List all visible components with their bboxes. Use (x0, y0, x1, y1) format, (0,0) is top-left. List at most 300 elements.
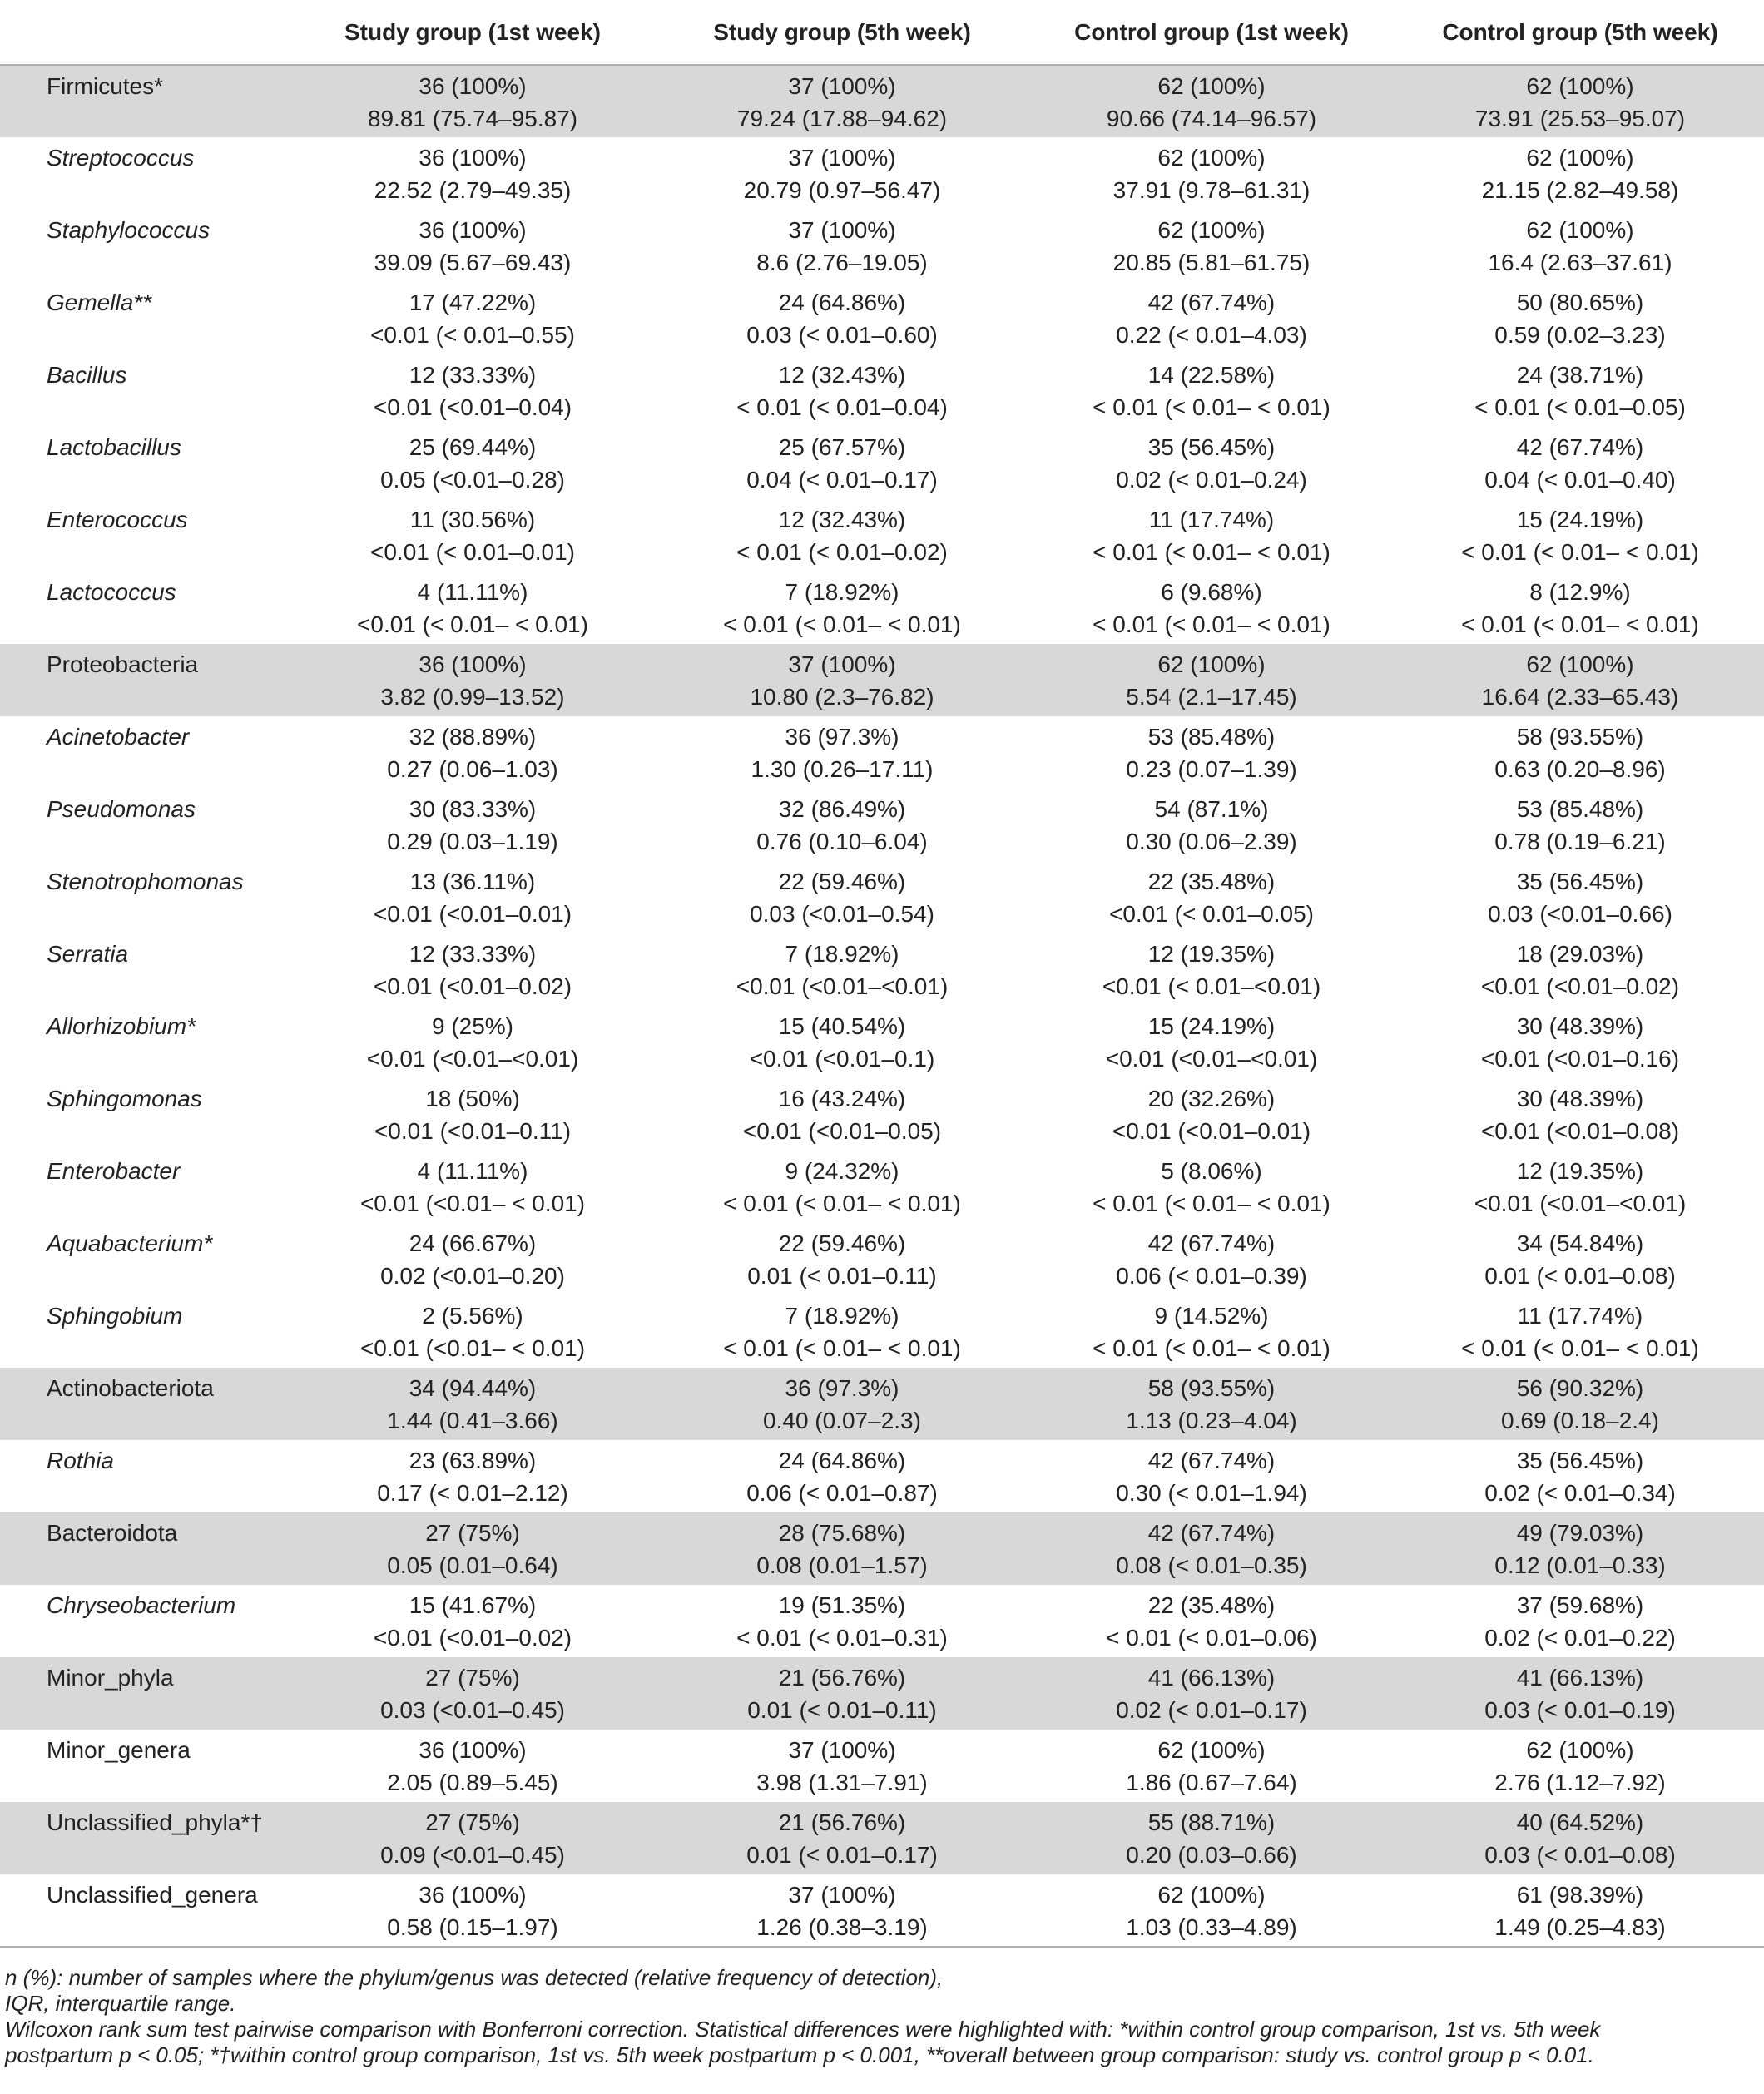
cell-control-5th-week (1396, 1440, 1764, 1512)
detection-frequency: 62 (100%) (1526, 73, 1634, 99)
detection-frequency: 15 (41.67%) (409, 1592, 537, 1618)
detection-frequency: 15 (24.19%) (1147, 1013, 1276, 1039)
detection-frequency: 9 (24.32%) (785, 1158, 899, 1184)
cell-control-5th-week (1396, 282, 1764, 354)
median-iqr: <0.01 (<0.01–<0.01) (736, 973, 949, 999)
cell-control-5th-week (1396, 499, 1764, 572)
cell-control-1st-week (1027, 354, 1396, 427)
detection-frequency: 12 (33.33%) (409, 362, 537, 388)
median-iqr: 0.23 (0.07–1.39) (1126, 756, 1297, 782)
cell-study-1st-week (288, 1295, 657, 1368)
cell-study-5th-week (657, 354, 1027, 427)
cell-study-5th-week (657, 1585, 1027, 1657)
cell-control-1st-week (1027, 789, 1396, 861)
median-iqr: 1.26 (0.38–3.19) (756, 1914, 928, 1940)
cell-study-1st-week (288, 210, 657, 282)
header-control-1st-week: Control group (1st week) (1027, 0, 1396, 65)
median-iqr: 8.6 (2.76–19.05) (756, 250, 928, 275)
median-iqr: < 0.01 (< 0.01– < 0.01) (723, 611, 961, 637)
cell-study-5th-week (657, 1078, 1027, 1151)
cell-control-1st-week (1027, 572, 1396, 644)
median-iqr: <0.01 (< 0.01–0.05) (1109, 901, 1314, 927)
cell-study-5th-week (657, 789, 1027, 861)
detection-frequency: 58 (93.55%) (1147, 1375, 1276, 1401)
detection-frequency: 5 (8.06%) (1161, 1158, 1262, 1184)
median-iqr: 3.82 (0.99–13.52) (380, 684, 565, 710)
median-iqr: 0.08 (0.01–1.57) (756, 1552, 928, 1578)
detection-frequency: 30 (83.33%) (409, 796, 537, 822)
median-iqr: 37.91 (9.78–61.31) (1112, 177, 1311, 203)
detection-frequency: 35 (56.45%) (1516, 1448, 1644, 1473)
median-iqr: 90.66 (74.14–96.57) (1106, 106, 1317, 131)
detection-frequency: 20 (32.26%) (1147, 1086, 1276, 1111)
cell-control-1st-week (1027, 861, 1396, 933)
median-iqr: 0.09 (<0.01–0.45) (380, 1842, 565, 1868)
table-row (0, 499, 1764, 572)
detection-frequency: 36 (97.3%) (785, 724, 899, 750)
median-iqr: < 0.01 (< 0.01– < 0.01) (1093, 394, 1330, 420)
detection-frequency: 21 (56.76%) (778, 1809, 906, 1835)
taxon-name: Lactobacillus (47, 434, 181, 460)
table-row (0, 1295, 1764, 1368)
cell-study-1st-week (288, 789, 657, 861)
median-iqr: 1.30 (0.26–17.11) (751, 756, 934, 782)
median-iqr: 1.86 (0.67–7.64) (1126, 1770, 1297, 1795)
cell-study-1st-week (288, 1368, 657, 1440)
detection-frequency: 34 (94.44%) (409, 1375, 537, 1401)
detection-frequency: 50 (80.65%) (1516, 290, 1644, 315)
median-iqr: 0.01 (< 0.01–0.08) (1484, 1263, 1676, 1289)
median-iqr: 0.78 (0.19–6.21) (1494, 829, 1666, 854)
median-iqr: <0.01 (<0.01–<0.01) (366, 1046, 579, 1072)
detection-frequency: 18 (29.03%) (1516, 941, 1644, 967)
table-row (0, 1585, 1764, 1657)
cell-control-1st-week (1027, 1802, 1396, 1874)
cell-study-1st-week (288, 1151, 657, 1223)
detection-frequency: 36 (100%) (419, 145, 527, 171)
cell-study-1st-week (288, 861, 657, 933)
detection-frequency: 42 (67.74%) (1147, 290, 1276, 315)
taxon-name: Allorhizobium* (47, 1013, 196, 1039)
cell-control-5th-week (1396, 789, 1764, 861)
median-iqr: 73.91 (25.53–95.07) (1474, 106, 1686, 131)
detection-frequency: 27 (75%) (425, 1520, 520, 1546)
cell-control-5th-week (1396, 572, 1764, 644)
median-iqr: 0.17 (< 0.01–2.12) (377, 1480, 568, 1506)
median-iqr: 0.04 (< 0.01–0.17) (746, 467, 938, 493)
median-iqr: <0.01 (<0.01–0.02) (1480, 973, 1680, 999)
median-iqr: 0.76 (0.10–6.04) (756, 829, 928, 854)
detection-frequency: 24 (64.86%) (778, 290, 906, 315)
cell-study-5th-week (657, 933, 1027, 1006)
cell-study-5th-week (657, 1006, 1027, 1078)
cell-study-5th-week (657, 1368, 1027, 1440)
median-iqr: 0.03 (< 0.01–0.60) (746, 322, 938, 348)
median-iqr: 0.03 (<0.01–0.66) (1488, 901, 1672, 927)
detection-frequency: 35 (56.45%) (1147, 434, 1276, 460)
median-iqr: 0.03 (<0.01–0.54) (750, 901, 934, 927)
median-iqr: 0.22 (< 0.01–4.03) (1116, 322, 1307, 348)
detection-frequency: 7 (18.92%) (785, 941, 899, 967)
cell-study-5th-week (657, 427, 1027, 499)
median-iqr: < 0.01 (< 0.01– < 0.01) (1093, 611, 1330, 637)
median-iqr: <0.01 (<0.01–0.05) (742, 1118, 942, 1144)
cell-control-1st-week (1027, 1078, 1396, 1151)
detection-frequency: 61 (98.39%) (1516, 1882, 1644, 1908)
table-footnotes (5, 1965, 1759, 2068)
cell-study-1st-week (288, 1657, 657, 1730)
median-iqr: < 0.01 (< 0.01– < 0.01) (1093, 1335, 1330, 1361)
detection-frequency: 24 (66.67%) (409, 1230, 537, 1256)
taxon-name: Unclassified_phyla*† (47, 1809, 263, 1835)
detection-frequency: 55 (88.71%) (1147, 1809, 1276, 1835)
header-control-5th-week: Control group (5th week) (1396, 0, 1764, 65)
table-row (0, 1440, 1764, 1512)
header-study-5th-week: Study group (5th week) (657, 0, 1027, 65)
detection-frequency: 62 (100%) (1157, 1737, 1266, 1763)
cell-control-5th-week (1396, 1874, 1764, 1947)
header-study-1st-week: Study group (1st week) (288, 0, 657, 65)
footnote-stats-2: postpartum p < 0.05; *†within control group comparison, 1st vs. 5th week postpartum p < 0.001, **overall between group comparison: study vs. control group p < 0.01. (5, 2042, 1594, 2067)
detection-frequency: 56 (90.32%) (1516, 1375, 1644, 1401)
cell-study-5th-week (657, 282, 1027, 354)
cell-study-5th-week (657, 1223, 1027, 1295)
median-iqr: 0.05 (0.01–0.64) (387, 1552, 558, 1578)
table-row (0, 1874, 1764, 1947)
detection-frequency: 32 (86.49%) (778, 796, 906, 822)
median-iqr: 79.24 (17.88–94.62) (736, 106, 948, 131)
detection-frequency: 53 (85.48%) (1516, 796, 1644, 822)
median-iqr: < 0.01 (< 0.01–0.04) (736, 394, 948, 420)
median-iqr: < 0.01 (< 0.01– < 0.01) (723, 1191, 961, 1216)
median-iqr: <0.01 (<0.01–0.1) (749, 1046, 935, 1072)
cell-control-5th-week (1396, 1585, 1764, 1657)
median-iqr: <0.01 (< 0.01–0.55) (370, 322, 575, 348)
table-row (0, 789, 1764, 861)
detection-frequency: 37 (59.68%) (1516, 1592, 1644, 1618)
cell-control-1st-week (1027, 282, 1396, 354)
cell-study-5th-week (657, 644, 1027, 716)
median-iqr: <0.01 (<0.01– < 0.01) (359, 1191, 586, 1216)
detection-frequency: 28 (75.68%) (778, 1520, 906, 1546)
table-row (0, 1078, 1764, 1151)
median-iqr: 0.05 (<0.01–0.28) (380, 467, 565, 493)
detection-frequency: 11 (17.74%) (1148, 507, 1275, 532)
taxon-name: Lactococcus (47, 579, 176, 605)
taxon-name: Enterobacter (47, 1158, 181, 1184)
detection-frequency: 18 (50%) (425, 1086, 520, 1111)
cell-control-5th-week (1396, 716, 1764, 789)
cell-control-5th-week (1396, 65, 1764, 137)
cell-study-5th-week (657, 1295, 1027, 1368)
detection-frequency: 2 (5.56%) (422, 1303, 523, 1329)
taxon-name: Rothia (47, 1448, 114, 1473)
taxon-name: Minor_phyla (47, 1665, 174, 1691)
detection-frequency: 37 (100%) (788, 217, 896, 243)
cell-study-1st-week (288, 716, 657, 789)
cell-study-1st-week (288, 1802, 657, 1874)
median-iqr: 0.59 (0.02–3.23) (1494, 322, 1666, 348)
median-iqr: < 0.01 (< 0.01– < 0.01) (1093, 1191, 1330, 1216)
table-row (0, 1223, 1764, 1295)
median-iqr: <0.01 (< 0.01–0.01) (370, 539, 575, 565)
cell-control-5th-week (1396, 1730, 1764, 1802)
cell-control-5th-week (1396, 933, 1764, 1006)
cell-study-1st-week (288, 1512, 657, 1585)
median-iqr: 0.03 (<0.01–0.45) (380, 1697, 565, 1723)
median-iqr: 1.03 (0.33–4.89) (1126, 1914, 1297, 1940)
detection-frequency: 58 (93.55%) (1516, 724, 1644, 750)
taxon-name: Pseudomonas (47, 796, 196, 822)
detection-frequency: 25 (69.44%) (409, 434, 537, 460)
detection-frequency: 9 (14.52%) (1154, 1303, 1269, 1329)
detection-frequency: 36 (100%) (419, 1737, 527, 1763)
median-iqr: <0.01 (<0.01–<0.01) (1105, 1046, 1318, 1072)
median-iqr: 0.40 (0.07–2.3) (763, 1408, 921, 1433)
table-row (0, 933, 1764, 1006)
detection-frequency: 42 (67.74%) (1147, 1448, 1276, 1473)
detection-frequency: 11 (17.74%) (1517, 1303, 1643, 1329)
cell-study-1st-week (288, 1223, 657, 1295)
detection-frequency: 22 (59.46%) (778, 1230, 906, 1256)
taxon-name: Unclassified_genera (0, 1874, 288, 1947)
cell-control-1st-week (1027, 499, 1396, 572)
median-iqr: <0.01 (< 0.01–<0.01) (1102, 973, 1321, 999)
detection-frequency: 15 (24.19%) (1516, 507, 1644, 532)
median-iqr: 0.58 (0.15–1.97) (387, 1914, 558, 1940)
detection-frequency: 22 (35.48%) (1147, 869, 1276, 894)
taxon-name: Aquabacterium* (47, 1230, 213, 1256)
detection-frequency: 62 (100%) (1526, 145, 1634, 171)
cell-study-5th-week (657, 1657, 1027, 1730)
median-iqr: <0.01 (<0.01–0.08) (1480, 1118, 1680, 1144)
median-iqr: < 0.01 (< 0.01– < 0.01) (723, 1335, 961, 1361)
median-iqr: 0.08 (< 0.01–0.35) (1116, 1552, 1307, 1578)
median-iqr: 0.04 (< 0.01–0.40) (1484, 467, 1676, 493)
cell-control-1st-week (1027, 137, 1396, 210)
median-iqr: 0.03 (< 0.01–0.19) (1484, 1697, 1676, 1723)
cell-control-1st-week (1027, 427, 1396, 499)
header-row (0, 0, 1764, 65)
table-row (0, 65, 1764, 137)
median-iqr: 1.13 (0.23–4.04) (1126, 1408, 1297, 1433)
cell-control-1st-week (1027, 65, 1396, 137)
cell-study-1st-week (288, 1730, 657, 1802)
taxon-name: Stenotrophomonas (47, 869, 244, 894)
cell-study-5th-week (657, 861, 1027, 933)
median-iqr: 3.98 (1.31–7.91) (756, 1770, 928, 1795)
cell-study-1st-week (288, 572, 657, 644)
detection-frequency: 62 (100%) (1157, 217, 1266, 243)
cell-control-5th-week (1396, 644, 1764, 716)
table-body (0, 65, 1764, 1947)
median-iqr: 0.02 (< 0.01–0.24) (1116, 467, 1307, 493)
cell-control-5th-week (1396, 1295, 1764, 1368)
median-iqr: 2.05 (0.89–5.45) (387, 1770, 558, 1795)
taxon-name: Enterococcus (47, 507, 188, 532)
median-iqr: <0.01 (<0.01–0.04) (373, 394, 572, 420)
detection-frequency: 13 (36.11%) (409, 869, 536, 894)
cell-control-5th-week (1396, 1151, 1764, 1223)
detection-frequency: 11 (30.56%) (409, 507, 536, 532)
median-iqr: 2.76 (1.12–7.92) (1494, 1770, 1666, 1795)
detection-frequency: 22 (35.48%) (1147, 1592, 1276, 1618)
detection-frequency: 12 (32.43%) (778, 507, 906, 532)
median-iqr: < 0.01 (< 0.01– < 0.01) (1093, 539, 1330, 565)
median-iqr: < 0.01 (< 0.01–0.06) (1106, 1625, 1317, 1651)
median-iqr: < 0.01 (< 0.01– < 0.01) (1461, 539, 1699, 565)
cell-study-1st-week (288, 933, 657, 1006)
table-header (0, 0, 1764, 65)
cell-control-1st-week (1027, 1440, 1396, 1512)
detection-frequency: 42 (67.74%) (1147, 1520, 1276, 1546)
table-row (0, 1730, 1764, 1802)
table-row (0, 716, 1764, 789)
detection-frequency: 17 (47.22%) (409, 290, 537, 315)
cell-control-1st-week (1027, 1368, 1396, 1440)
table-row (0, 282, 1764, 354)
cell-study-1st-week (288, 1078, 657, 1151)
median-iqr: < 0.01 (< 0.01–0.02) (736, 539, 948, 565)
cell-control-1st-week (1027, 1295, 1396, 1368)
detection-frequency: 12 (32.43%) (778, 362, 906, 388)
median-iqr: 22.52 (2.79–49.35) (374, 177, 572, 203)
taxon-name: Sphingomonas (47, 1086, 202, 1111)
table-row (0, 1368, 1764, 1440)
cell-study-5th-week (657, 1874, 1027, 1947)
cell-control-5th-week (1396, 137, 1764, 210)
cell-control-1st-week (1027, 716, 1396, 789)
cell-study-5th-week (657, 210, 1027, 282)
cell-study-1st-week (288, 1585, 657, 1657)
median-iqr: <0.01 (<0.01–0.02) (373, 973, 572, 999)
detection-frequency: 6 (9.68%) (1161, 579, 1262, 605)
median-iqr: 0.06 (< 0.01–0.39) (1116, 1263, 1307, 1289)
median-iqr: 0.30 (0.06–2.39) (1126, 829, 1297, 854)
median-iqr: <0.01 (<0.01– < 0.01) (359, 1335, 586, 1361)
detection-frequency: 37 (100%) (788, 73, 896, 99)
detection-frequency: 12 (33.33%) (409, 941, 537, 967)
table-row (0, 1512, 1764, 1585)
taxon-name: Streptococcus (47, 145, 195, 171)
detection-frequency: 62 (100%) (1157, 651, 1266, 677)
detection-frequency: 12 (19.35%) (1516, 1158, 1644, 1184)
cell-study-1st-week (288, 65, 657, 137)
median-iqr: 1.44 (0.41–3.66) (387, 1408, 558, 1433)
cell-study-1st-week (288, 137, 657, 210)
cell-control-1st-week (1027, 210, 1396, 282)
table-row (0, 572, 1764, 644)
cell-study-5th-week (657, 137, 1027, 210)
cell-study-5th-week (657, 1512, 1027, 1585)
detection-frequency: 22 (59.46%) (778, 869, 906, 894)
median-iqr: <0.01 (< 0.01– < 0.01) (357, 611, 588, 637)
detection-frequency: 34 (54.84%) (1516, 1230, 1644, 1256)
taxon-name: Bacteroidota (47, 1520, 178, 1546)
median-iqr: 0.02 (< 0.01–0.17) (1116, 1697, 1307, 1723)
detection-frequency: 36 (100%) (419, 217, 527, 243)
table-row (0, 1657, 1764, 1730)
detection-frequency: 53 (85.48%) (1147, 724, 1276, 750)
cell-study-5th-week (657, 499, 1027, 572)
median-iqr: <0.01 (<0.01–0.01) (1112, 1118, 1311, 1144)
cell-study-5th-week (657, 1151, 1027, 1223)
cell-study-5th-week (657, 572, 1027, 644)
median-iqr: 0.29 (0.03–1.19) (387, 829, 558, 854)
median-iqr: 0.02 (< 0.01–0.22) (1484, 1625, 1676, 1651)
median-iqr: 10.80 (2.3–76.82) (750, 684, 934, 710)
cell-study-5th-week (657, 1802, 1027, 1874)
cell-study-1st-week (288, 282, 657, 354)
detection-frequency: 42 (67.74%) (1147, 1230, 1276, 1256)
detection-frequency: 27 (75%) (425, 1665, 520, 1691)
median-iqr: < 0.01 (< 0.01–0.05) (1474, 394, 1686, 420)
median-iqr: <0.01 (<0.01–0.01) (373, 901, 572, 927)
taxon-name: Firmicutes* (47, 73, 164, 99)
taxon-name: Gemella** (47, 290, 152, 315)
detection-frequency: 36 (100%) (419, 1882, 527, 1908)
detection-frequency: 62 (100%) (1157, 145, 1266, 171)
cell-study-1st-week (288, 354, 657, 427)
table-row (0, 1151, 1764, 1223)
median-iqr: 0.30 (< 0.01–1.94) (1116, 1480, 1307, 1506)
detection-frequency: 7 (18.92%) (785, 1303, 899, 1329)
cell-control-5th-week (1396, 1368, 1764, 1440)
cell-control-5th-week (1396, 1657, 1764, 1730)
detection-frequency: 32 (88.89%) (409, 724, 537, 750)
cell-study-5th-week (657, 65, 1027, 137)
cell-study-1st-week (288, 644, 657, 716)
median-iqr: 0.01 (< 0.01–0.11) (747, 1263, 937, 1289)
detection-frequency: 62 (100%) (1157, 73, 1266, 99)
cell-study-5th-week (657, 716, 1027, 789)
detection-frequency: 41 (66.13%) (1516, 1665, 1644, 1691)
detection-frequency: 9 (25%) (431, 1013, 514, 1039)
median-iqr: < 0.01 (< 0.01– < 0.01) (1461, 611, 1699, 637)
cell-control-1st-week (1027, 1730, 1396, 1802)
detection-frequency: 30 (48.39%) (1516, 1013, 1644, 1039)
median-iqr: 0.69 (0.18–2.4) (1501, 1408, 1659, 1433)
median-iqr: 16.4 (2.63–37.61) (1488, 250, 1672, 275)
detection-frequency: 49 (79.03%) (1516, 1520, 1644, 1546)
cell-control-5th-week (1396, 1006, 1764, 1078)
taxon-name: Bacillus (47, 362, 127, 388)
median-iqr: < 0.01 (< 0.01– < 0.01) (1461, 1335, 1699, 1361)
taxon-name: Serratia (47, 941, 129, 967)
taxon-name: Proteobacteria (47, 651, 199, 677)
cell-study-5th-week (657, 1440, 1027, 1512)
detection-frequency: 37 (100%) (788, 1737, 896, 1763)
detection-frequency: 12 (19.35%) (1147, 941, 1276, 967)
taxon-name: Actinobacteriota (47, 1375, 214, 1401)
cell-control-5th-week (1396, 1078, 1764, 1151)
detection-frequency: 62 (100%) (1526, 651, 1634, 677)
cell-control-5th-week (1396, 1802, 1764, 1874)
detection-frequency: 62 (100%) (1157, 1882, 1266, 1908)
detection-frequency: 4 (11.11%) (417, 579, 528, 605)
median-iqr: 20.85 (5.81–61.75) (1112, 250, 1311, 275)
footnote-iqr: IQR, interquartile range. (5, 1991, 236, 2016)
cell-control-1st-week (1027, 1512, 1396, 1585)
median-iqr: <0.01 (<0.01–0.02) (373, 1625, 572, 1651)
median-iqr: 21.15 (2.82–49.58) (1481, 177, 1679, 203)
detection-frequency: 23 (63.89%) (409, 1448, 537, 1473)
median-iqr: 0.02 (<0.01–0.20) (380, 1263, 565, 1289)
cell-control-1st-week (1027, 933, 1396, 1006)
median-iqr: 0.20 (0.03–0.66) (1126, 1842, 1297, 1868)
detection-frequency: 62 (100%) (1526, 1737, 1634, 1763)
detection-frequency: 35 (56.45%) (1516, 869, 1644, 894)
